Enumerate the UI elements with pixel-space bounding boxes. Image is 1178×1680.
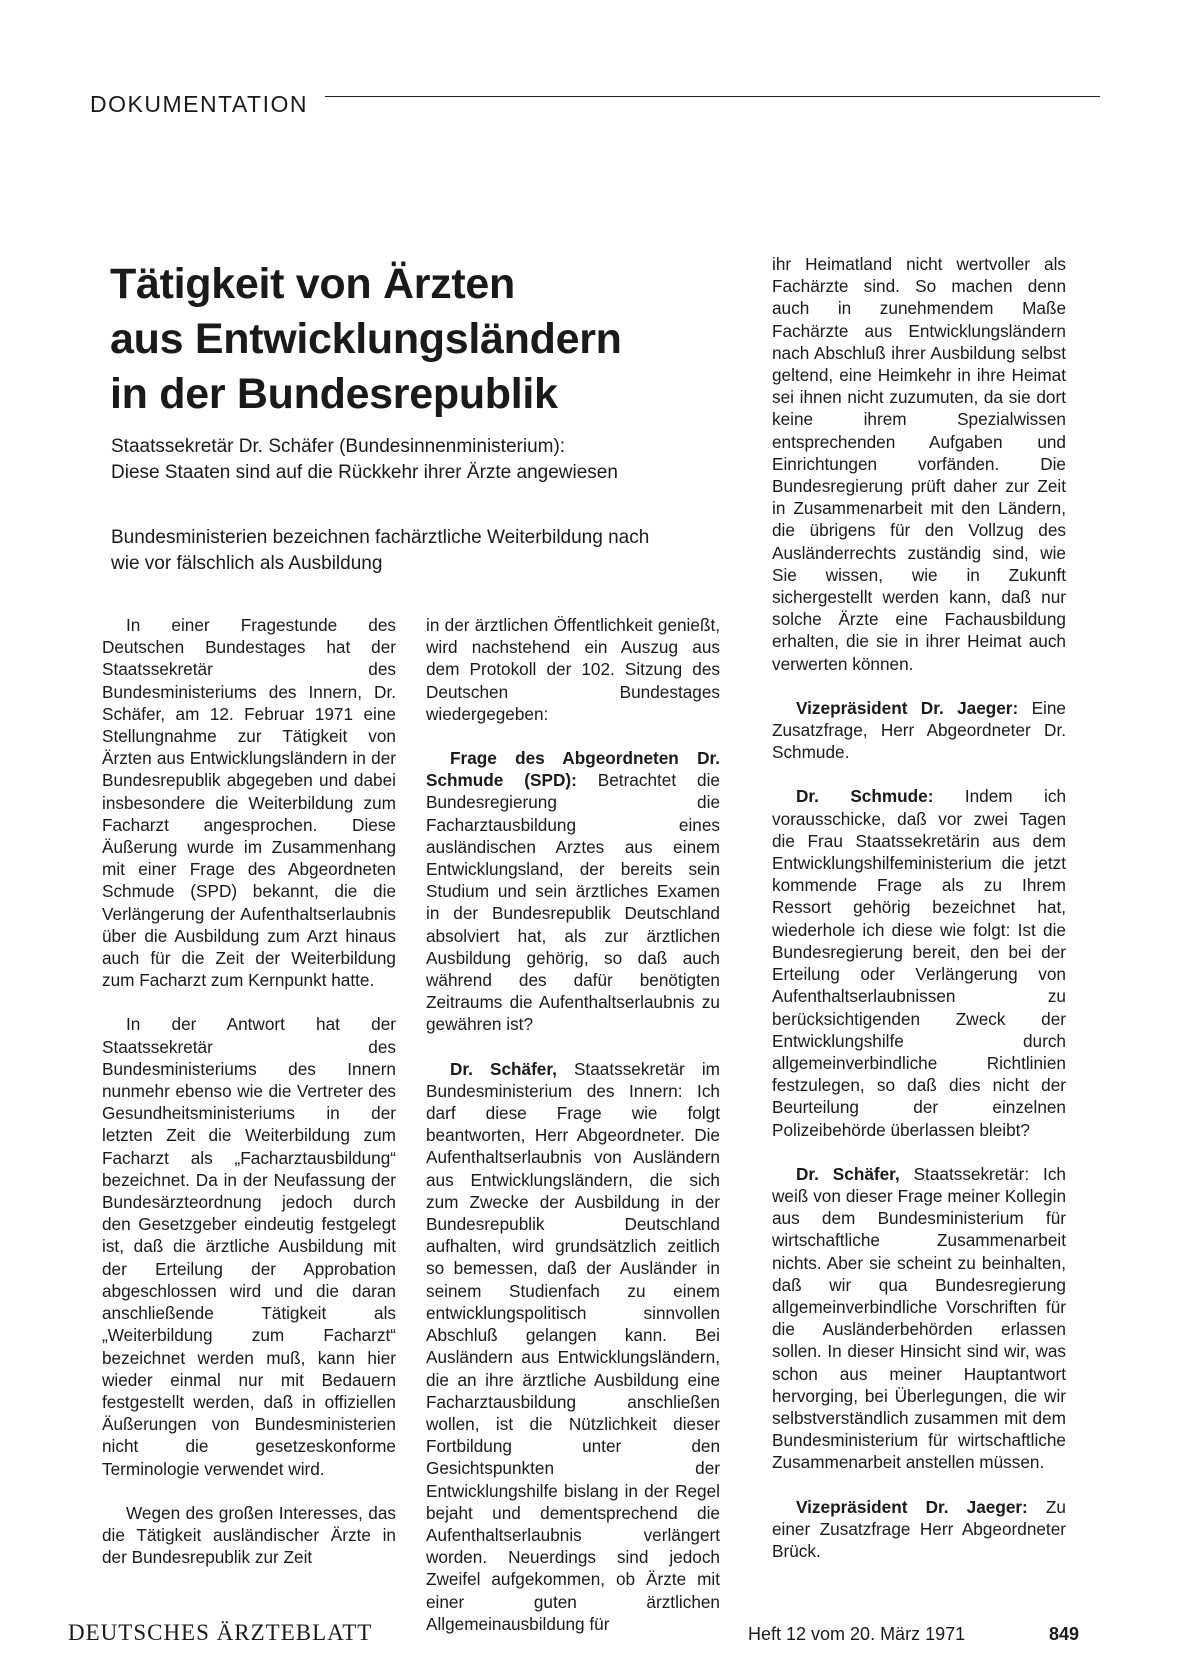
paragraph [102, 1013, 396, 1479]
speaker-label: Vizepräsident Dr. Jaeger: [796, 697, 1019, 718]
paragraph [772, 253, 1066, 675]
paragraph [426, 614, 720, 725]
paragraph-text: Staatssekretär: Ich weiß von dieser Frage meiner Kollegin aus dem Bundesministerium für wirtschaftliche Zusammenarbeit nichts. Aber sie scheint zu beinhalten, daß wir qua Bundesregierung allgemeinverbindliche Vorschriften für die Ausländerbehörden erlassen sollen. In dieser Hinsicht sind wir, was schon aus meiner Hauptantwort hervorging, bei Überlegungen, die wir selbstverständlich zusammen mit dem Bundesministerium für wirtschaftliche Zusammenarbeit anstellen müssen. [772, 1163, 1066, 1473]
page-number: 849 [1049, 1624, 1080, 1644]
text-column-3 [772, 253, 1066, 1562]
answer-paragraph [426, 1058, 720, 1635]
title-line: Tätigkeit von Ärzten [110, 260, 515, 308]
page-footer [0, 1620, 1178, 1650]
paragraph-text: In einer Fragestunde des Deutschen Bundestages hat der Staatssekretär des Bundesministeriums des Innern, Dr. Schäfer, am 12. Februar 1971 eine Stellungnahme zur Tätigkeit von Ärzten aus Entwicklungsländern in der Bundesrepublik abgegeben und dabei insbesondere die Weiterbildung zum Facharzt angesprochen. Diese Äußerung wurde im Zusammenhang mit einer Frage des Abgeordneten Schmude (SPD) bekannt, die die Verlängerung der Aufenthaltserlaubnis über die Ausbildung zum Arzt hinaus auch für die Zeit der Weiterbildung zum Facharzt zum Kernpunkt hatte. [102, 615, 396, 991]
speech-paragraph [772, 785, 1066, 1140]
kicker-line: Bundesministerien bezeichnen fachärztliche Weiterbildung nach [111, 527, 650, 548]
section-rule [325, 96, 1100, 97]
speaker-label: Dr. Schmude: [796, 786, 934, 807]
paragraph-text: in der ärztlichen Öffentlichkeit genießt, wird nachstehend ein Auszug aus dem Protokoll der 102. Sitzung des Deutschen Bundestages wiedergegeben: [426, 615, 720, 724]
subtitle-line: Diese Staaten sind auf die Rückkehr ihrer Ärzte angewiesen [111, 461, 618, 483]
issue-info: Heft 12 vom 20. März 1971 [748, 1624, 966, 1644]
section-label: DOKUMENTATION [90, 91, 308, 117]
paragraph-text: Eine Zusatzfrage, Herr Abgeordneter Dr. Schmude. [772, 697, 1066, 763]
article-title [110, 257, 710, 422]
subtitle-line: Staatssekretär Dr. Schäfer (Bundesinnenministerium): [111, 436, 566, 457]
question-paragraph [426, 747, 720, 1036]
paragraph-text: ihr Heimatland nicht wertvoller als Fachärzte sind. So machen denn auch in zunehmendem Maße Fachärzte aus Entwicklungsländern nach Abschluß ihrer Ausbildung selbst geltend, eine Heimkehr in ihre Heimat sei ihnen nicht zuzumuten, da sie dort keine ihrem Spezialwissen entsprechenden Aufgaben und Einrichtungen vorfänden. Die Bundesregierung prüft daher zur Zeit in Zusammenarbeit mit den Ländern, die übrigens für den Vollzug des Ausländerrechts zuständig sind, wie Sie wissen, wie in Zukunft sichergestellt werden kann, daß nur solche Ärzte eine Fachausbildung erhalten, die sie in ihrer Heimat auch verwerten können. [772, 254, 1066, 674]
title-line: aus Entwicklungsländern [110, 315, 622, 364]
speech-paragraph [772, 1163, 1066, 1474]
paragraph [102, 1502, 396, 1569]
speech-paragraph [772, 1496, 1066, 1563]
speech-paragraph [772, 697, 1066, 764]
text-column-2 [426, 614, 720, 1635]
speaker-label: Dr. Schäfer, [796, 1163, 900, 1184]
paragraph-text: Indem ich vorausschicke, daß vor zwei Tagen die Frau Staatssekretärin aus dem Entwicklungshilfeministerium die jetzt kommende Frage als zu Ihrem Ressort gehörig bezeichnet hat, wiederhole ich diese wie folgt: Ist die Bundesregierung bereit, den bei der Erteilung oder Verlängerung von Aufenthaltserlaubnissen zu berücksichtigenden Zweck der Entwicklungshilfe durch allgemeinverbindliche Richtlinien festzulegen, so daß dies nicht der Beurteilung der einzelnen Polizeibehörde überlassen bleibt? [772, 786, 1066, 1140]
title-line: in der Bundesrepublik [110, 370, 558, 419]
speaker-label: Dr. Schäfer, [450, 1058, 557, 1079]
journal-name: DEUTSCHES ÄRZTEBLATT [68, 1620, 373, 1645]
paragraph-text: In der Antwort hat der Staatssekretär des Bundesministeriums des Innern nunmehr ebenso wie die Vertreter des Gesundheitsministeriums in der letzten Zeit die Weiterbildung zum Facharzt als „Facharztausbildung“ bezeichnet. Da in der Neufassung der Bundesärzteordnung jedoch durch den Gesetzgeber eindeutig festgelegt ist, daß die ärztliche Ausbildung mit der Erteilung der Approbation abgeschlossen wird und die daran anschließende Tätigkeit als „Weiterbildung zum Facharzt“ bezeichnet werden muß, kann hier wieder einmal nur mit Bedauern festgestellt werden, daß in offiziellen Äußerungen von Bundesministerien nicht die gesetzeskonforme Terminologie verwendet wird. [102, 1014, 396, 1479]
paragraph-text: Wegen des großen Interesses, das die Tätigkeit ausländischer Ärzte in der Bundesrepublik zur Zeit [102, 1502, 396, 1568]
paragraph [102, 614, 396, 991]
article-subtitle [111, 434, 751, 485]
paragraph-text: Staatssekretär im Bundesministerium des Innern: Ich darf diese Frage wie folgt beantworten, Herr Abgeordneter. Die Aufenthaltserlaubnis von Ausländern aus Entwicklungsländern, die sich zum Zwecke der Ausbildung in der Bundesrepublik Deutschland aufhalten, wird grundsätzlich zeitlich so bemessen, daß der Ausländer in seinem Studienfach zu einem entwicklungspolitisch sinnvollen Abschluß gelangen kann. Bei Ausländern aus Entwicklungsländern, die an ihre ärztliche Ausbildung eine Facharztausbildung anschließen wollen, ist die Nützlichkeit dieser Fortbildung unter den Gesichtspunkten der Entwicklungshilfe bislang in der Regel bejaht und dementsprechend die Aufenthaltserlaubnis verlängert worden. Neuerdings sind jedoch Zweifel aufgekommen, ob Ärzte mit einer guten ärztlichen Allgemeinausbildung für [426, 1058, 720, 1634]
text-column-1 [102, 614, 396, 1568]
speaker-label: Frage des Abgeordneten Dr. Schmude (SPD): [426, 748, 720, 791]
paragraph-text: Zu einer Zusatzfrage Herr Abgeordneter Brück. [772, 1496, 1066, 1561]
speaker-label: Vizepräsident Dr. Jaeger: [796, 1496, 1028, 1517]
kicker-line: wie vor fälschlich als Ausbildung [111, 552, 383, 574]
paragraph-text: Betrachtet die Bundesregierung die Facharztausbildung eines ausländischen Arztes aus einem Entwicklungsland, der bereits sein Studium und sein ärztliches Examen in der Bundesrepublik Deutschland absolviert hat, als zur ärztlichen Ausbildung gehörig, so daß auch während des dafür benötigten Zeitraums die Aufenthaltserlaubnis zu gewähren ist? [426, 770, 720, 1035]
article-kicker [111, 525, 751, 576]
